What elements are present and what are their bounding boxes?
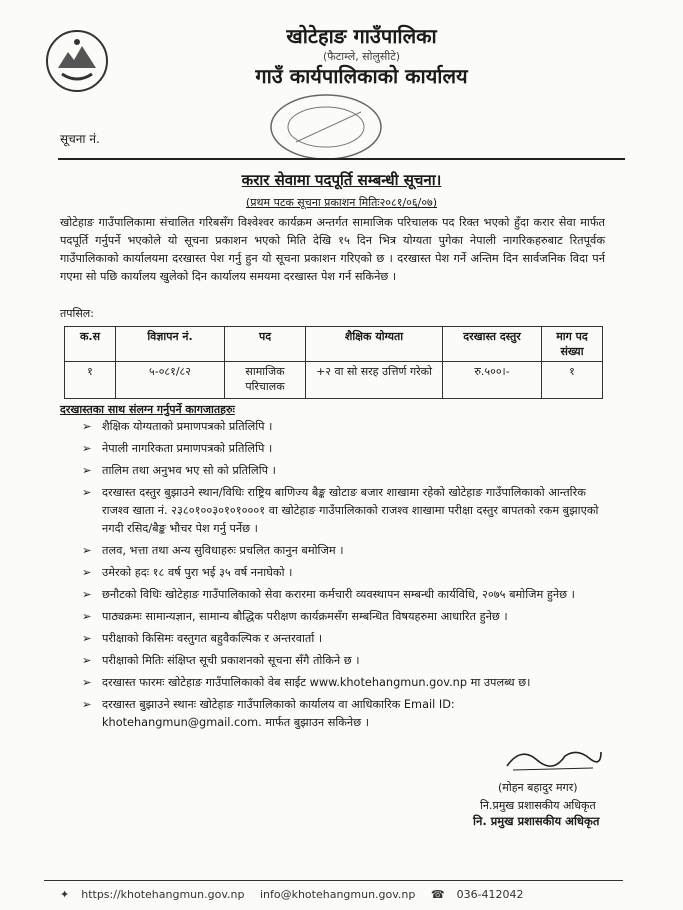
list-item-text: परीक्षाको मितिः संक्षिप्त सूची प्रकाशनको सूचना सँगै तोकिने छ । — [102, 654, 360, 667]
list-item — [82, 608, 612, 626]
cell-post: सामाजिक परिचालक — [225, 362, 306, 399]
cell-qualification: +२ वा सो सरह उत्तिर्ण गरेको — [306, 362, 443, 399]
globe-icon: ✦ — [60, 888, 70, 901]
col-header-count: माग पद संख्या — [542, 327, 603, 362]
list-item — [82, 484, 612, 538]
arrow-icon: ➢ — [82, 698, 92, 711]
col-header-adv: विज्ञापन नं. — [116, 327, 225, 362]
arrow-icon: ➢ — [82, 486, 92, 499]
office-name: खोटेहाङ गाउँपालिका — [286, 24, 437, 48]
documents-heading: दरखास्तका साथ संलग्न गर्नुपर्ने कागजातहरुः — [60, 403, 235, 416]
col-header-post: पद — [225, 327, 306, 362]
list-item — [82, 542, 612, 560]
arrow-icon: ➢ — [82, 610, 92, 623]
tapasil-label: तपसिल: — [60, 307, 94, 320]
office-type: गाउँ कार्यपालिकाको कार्यालय — [255, 64, 468, 88]
phone-icon: ☎ — [430, 888, 445, 901]
list-item-text: दरखास्त दस्तुर बुझाउने स्थान/विधिः राष्ट्रिय बाणिज्य बैङ्क खोटाङ बजार शाखामा रहेको खोटेहाङ गाउँपालिकाको आन्तरिक राजश्व खाता नं. २३८०१००३०१०१०००१ वा खोटेहाङ गाउँपालिकाको राजश्व शाखामा परीक्षा दस्तुर बापतको रकम बुझाएको नगदी रसिद/बैङ्क भौचर पेश गर्नु पर्नेछ । — [102, 486, 599, 535]
arrow-icon: ➢ — [82, 676, 92, 689]
vacancy-table — [64, 326, 603, 399]
list-item — [82, 652, 612, 670]
table-header-row — [65, 327, 603, 362]
list-item-text: दरखास्त बुझाउने स्थानः खोटेहाङ गाउँपालिकाको कार्यालय वा आधिकारिक Email ID: khotehangmun@gmail.com. मार्फत बुझाउन सकिनेछ । — [102, 698, 455, 729]
table-row — [65, 362, 603, 399]
arrow-icon: ➢ — [82, 632, 92, 645]
cell-sn: १ — [65, 362, 116, 399]
list-item — [82, 586, 612, 604]
notice-body: खोटेहाङ गाउँपालिकामा संचालित गरिबसँग विश्वेश्वर कार्यक्रम अन्तर्गत सामाजिक परिचालक पद रिक्त भएको हुँदा करार सेवा मार्फत पदपूर्ति गर्नुपर्ने भएकोले यो सूचना प्रकाशन भएको मिति देखि १५ दिन भित्र योग्यता पुगेका नेपाली नागरिकहरुबाट रितपूर्वक गाउँपालिकाको कार्यालयमा दरखास्त पेश गर्नु हुन यो सूचना प्रकाशन गरिएको छ । दरखास्त पेश गर्ने अन्तिम दिन सार्वजनिक विदा पर्न गएमा सो पछि कार्यालय खुलेको दिन कार्यालय समयमा दरखास्त पेश गर्न सकिनेछ । — [60, 216, 605, 283]
signatory-stamp-title: नि. प्रमुख प्रशासकीय अधिकृत — [473, 814, 600, 828]
list-item-text: छनौटको विधिः खोटेहाङ गाउँपालिकाको सेवा करारमा कर्मचारी व्यवस्थापन सम्बन्धी कार्यविधि, २०७५ बमोजिम हुनेछ । — [102, 588, 575, 601]
list-item-text: तलव, भत्ता तथा अन्य सुविधाहरुः प्रचलित कानुन बमोजिम । — [102, 544, 344, 557]
list-item-text: दरखास्त फारमः खोटेहाङ गाउँपालिकाको वेब साईट www.khotehangmun.gov.np मा उपलब्ध छ। — [102, 676, 531, 689]
list-item-text: शैक्षिक योग्यताको प्रमाणपत्रको प्रतिलिपि । — [102, 420, 273, 433]
footer-email[interactable]: info@khotehangmun.gov.np — [259, 888, 416, 901]
arrow-icon: ➢ — [82, 544, 92, 557]
cell-fee: रु.५००।- — [443, 362, 542, 399]
arrow-icon: ➢ — [82, 588, 92, 601]
list-item — [82, 440, 612, 458]
office-stamp-icon — [266, 92, 386, 162]
footer-website[interactable]: https://khotehangmun.gov.np — [81, 888, 245, 901]
list-item-text: नेपाली नागरिकता प्रमाणपत्रको प्रतिलिपि । — [102, 442, 273, 455]
list-item — [82, 418, 612, 436]
list-item-text: पाठ्यक्रमः सामान्यज्ञान, सामान्य बौद्धिक परीक्षण कार्यक्रमसँग सम्बन्धित विषयहरुमा आधारित हुनेछ । — [102, 610, 508, 623]
notice-subtitle: (प्रथम पटक सूचना प्रकाशन मितिः२०८१/०६/०७) — [245, 196, 438, 209]
header-divider — [58, 158, 625, 160]
list-item — [82, 564, 612, 582]
list-item-text: उमेरको हदः १८ वर्ष पुरा भई ३५ वर्ष ननाघेको । — [102, 566, 293, 579]
arrow-icon: ➢ — [82, 420, 92, 433]
notice-ref-label: सूचना नं. — [60, 132, 100, 146]
documents-list — [82, 418, 612, 736]
list-item — [82, 696, 612, 732]
signatory-name: (मोहन बहादुर मगर) — [498, 781, 578, 794]
col-header-sn: क.स — [65, 327, 116, 362]
cell-adv: ५-०८१/८२ — [116, 362, 225, 399]
footer-divider — [44, 880, 623, 881]
list-item-text: परीक्षाको किसिमः वस्तुगत बहुवैकल्पिक र अन्तरवार्ता । — [102, 632, 323, 645]
arrow-icon: ➢ — [82, 442, 92, 455]
signature-icon — [503, 740, 603, 776]
arrow-icon: ➢ — [82, 654, 92, 667]
office-subline: (फैटाम्ले, सोलुसीटे) — [322, 50, 401, 63]
col-header-fee: दरखास्त दस्तुर — [443, 327, 542, 362]
list-item — [82, 674, 612, 692]
signatory-title: नि.प्रमुख प्रशासकीय अधिकृत — [480, 799, 596, 812]
footer — [60, 888, 536, 901]
list-item — [82, 630, 612, 648]
list-item — [82, 462, 612, 480]
footer-phone: 036-412042 — [456, 888, 524, 901]
notice-title: करार सेवामा पदपूर्ति सम्बन्धी सूचना। — [241, 171, 442, 189]
cell-count: १ — [542, 362, 603, 399]
col-header-qualification: शैक्षिक योग्यता — [306, 327, 443, 362]
arrow-icon: ➢ — [82, 566, 92, 579]
list-item-text: तालिम तथा अनुभव भए सो को प्रतिलिपि । — [102, 464, 276, 477]
arrow-icon: ➢ — [82, 464, 92, 477]
